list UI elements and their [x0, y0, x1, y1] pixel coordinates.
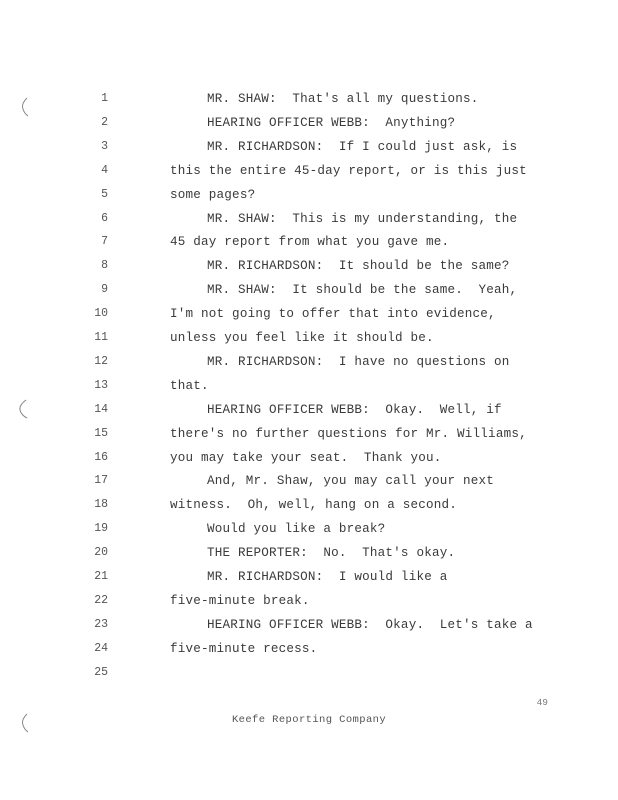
- line-text: MR. RICHARDSON: I would like a: [207, 570, 448, 584]
- line-number: 4: [101, 163, 108, 177]
- line-text: 45 day report from what you gave me.: [170, 235, 450, 250]
- line-number: 13: [94, 378, 108, 392]
- line-text: I'm not going to offer that into evidence,: [170, 307, 496, 322]
- transcript-line: [0, 159, 618, 183]
- transcript-line: [0, 111, 618, 135]
- line-number: 15: [94, 426, 108, 440]
- transcript-line: [0, 254, 618, 278]
- line-number: 6: [101, 211, 108, 225]
- line-text: five-minute recess.: [170, 641, 318, 656]
- line-text: MR. SHAW: It should be the same. Yeah,: [207, 283, 518, 298]
- line-text: witness. Oh, well, hang on a second.: [170, 498, 458, 513]
- line-text: this the entire 45-day report, or is this just: [170, 163, 527, 178]
- line-text: And, Mr. Shaw, you may call your next: [207, 474, 495, 489]
- transcript-line: [0, 87, 618, 111]
- line-text: unless you feel like it should be.: [170, 331, 434, 345]
- transcript-line: [0, 446, 618, 470]
- line-text: MR. RICHARDSON: It should be the same?: [207, 259, 510, 274]
- line-number: 24: [94, 641, 108, 655]
- line-text: that.: [170, 378, 209, 393]
- line-text: some pages?: [170, 187, 256, 202]
- line-number: 7: [101, 235, 108, 249]
- line-text: there's no further questions for Mr. Williams,: [170, 426, 527, 441]
- line-number: 14: [94, 402, 108, 416]
- transcript-line: [0, 517, 618, 541]
- transcript-line: [0, 398, 618, 422]
- transcript-line: [0, 661, 618, 685]
- transcript-line: [0, 589, 618, 613]
- transcript-line: [0, 374, 618, 398]
- transcript-line: [0, 230, 618, 254]
- transcript-line: [0, 207, 618, 231]
- transcript-line: [0, 469, 618, 493]
- line-text: THE REPORTER: No. That's okay.: [207, 546, 456, 561]
- margin-mark-icon: [16, 398, 30, 420]
- transcript-line: [0, 637, 618, 661]
- line-number: 5: [101, 187, 108, 201]
- line-number: 10: [94, 307, 108, 321]
- line-text: Would you like a break?: [207, 522, 386, 537]
- line-number: 16: [94, 450, 108, 464]
- transcript-line: [0, 326, 618, 350]
- margin-mark-icon: [18, 96, 32, 118]
- line-number: 18: [94, 498, 108, 512]
- line-number: 22: [94, 593, 108, 607]
- transcript-line: [0, 541, 618, 565]
- line-number: 21: [94, 570, 108, 583]
- line-text: HEARING OFFICER WEBB: Okay. Let's take a: [207, 617, 533, 632]
- transcript-line: [0, 302, 618, 326]
- transcript-line: [0, 493, 618, 517]
- transcript-line: [0, 565, 618, 589]
- line-number: 11: [94, 331, 108, 344]
- margin-mark-icon: [18, 712, 32, 734]
- line-number: 3: [101, 139, 108, 153]
- line-number: 2: [101, 115, 108, 129]
- line-number: 17: [94, 474, 108, 488]
- line-text: MR. RICHARDSON: I have no questions on: [207, 354, 510, 369]
- line-number: 23: [94, 617, 108, 631]
- transcript-line: [0, 183, 618, 207]
- line-number: 9: [101, 283, 108, 297]
- line-number: 20: [94, 546, 108, 560]
- line-text: you may take your seat. Thank you.: [170, 450, 442, 465]
- line-number: 19: [94, 522, 108, 536]
- page-number: 49: [536, 697, 548, 708]
- transcript-line: [0, 613, 618, 637]
- line-number: 1: [101, 92, 108, 105]
- line-text: five-minute break.: [170, 593, 310, 608]
- transcript-line: [0, 422, 618, 446]
- line-number: 12: [94, 354, 108, 368]
- line-text: MR. RICHARDSON: If I could just ask, is: [207, 139, 518, 154]
- footer-company: Keefe Reporting Company: [231, 714, 387, 726]
- line-number: 8: [101, 259, 108, 273]
- transcript-line: [0, 135, 618, 159]
- transcript-line: [0, 278, 618, 302]
- line-text: MR. SHAW: That's all my questions.: [207, 92, 479, 106]
- line-text: HEARING OFFICER WEBB: Okay. Well, if: [207, 402, 502, 417]
- transcript-line: [0, 350, 618, 374]
- line-number: 25: [94, 665, 108, 679]
- line-text: MR. SHAW: This is my understanding, the: [207, 211, 518, 226]
- line-text: HEARING OFFICER WEBB: Anything?: [207, 115, 456, 130]
